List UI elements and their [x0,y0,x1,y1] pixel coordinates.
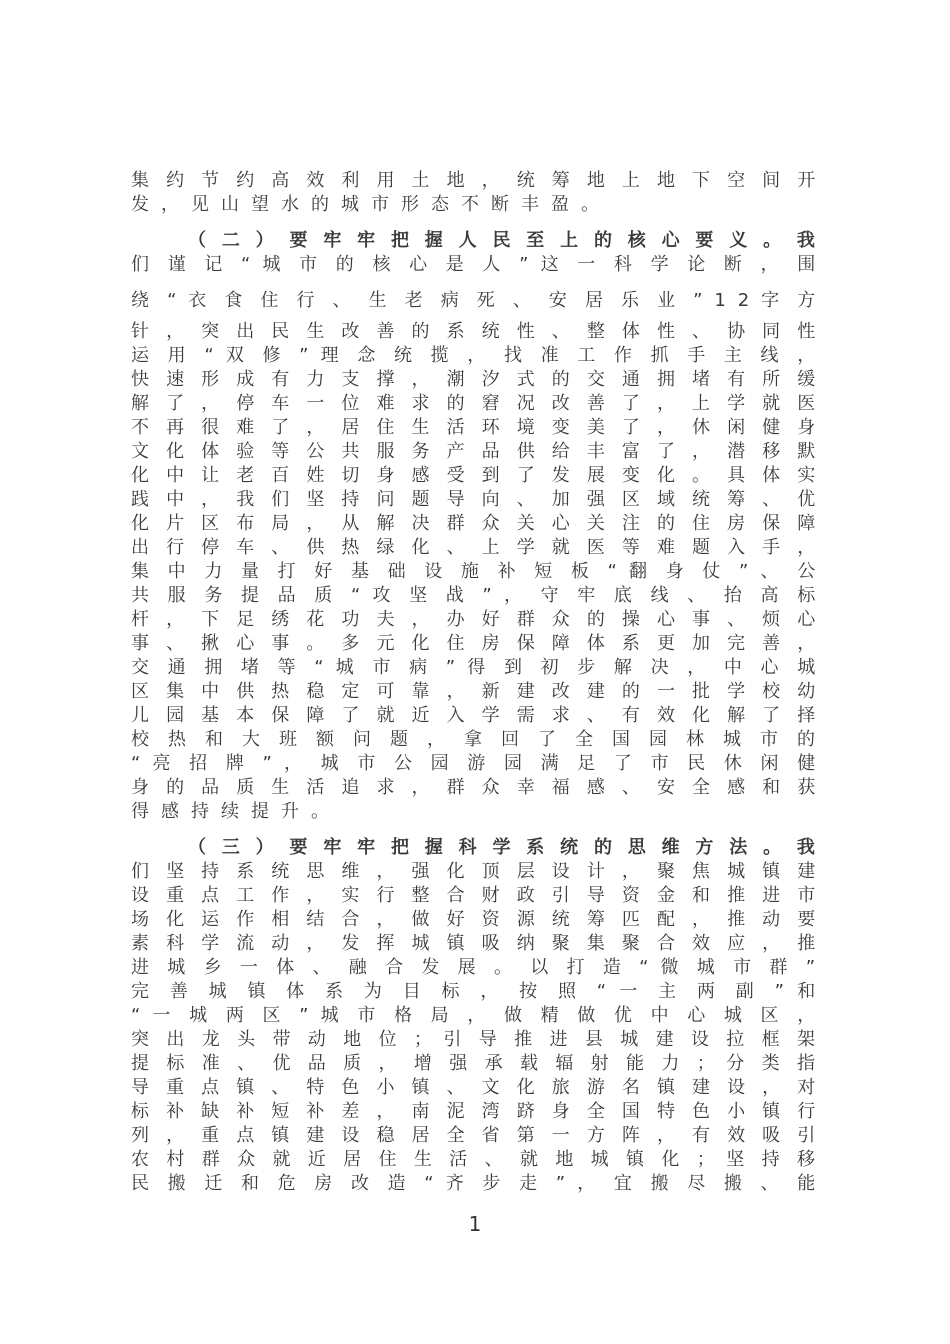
body-text-line: “ 一 城 两 区 ” 城 市 格 局 ， 做 精 做 优 中 心 城 区 ， [131,1005,815,1026]
body-text-line: 们 坚 持 系 统 思 维 ， 强 化 顶 层 设 计 ， 聚 焦 城 镇 建 [131,861,815,882]
body-text-line: 儿 园 基 本 保 障 了 就 近 入 学 需 求 、 有 效 化 解 了 择 [131,705,815,726]
page-number: 1 [468,1212,482,1236]
body-text-line: 提 标 准 、 优 品 质 ， 增 强 承 载 辐 射 能 力 ； 分 类 指 [131,1053,815,1074]
body-text-line: 践 中 ， 我 们 坚 持 问 题 导 向 、 加 强 区 域 统 筹 、 优 [131,489,815,510]
body-text-line: 集 约 节 约 高 效 利 用 土 地 ， 统 筹 地 上 地 下 空 间 开 [131,170,815,191]
body-text-line: 身 的 品 质 生 活 追 求 ， 群 众 幸 福 感 、 安 全 感 和 获 [131,777,815,798]
body-text-line: 绕 “ 衣 食 住 行 、 生 老 病 死 、 安 居 乐 业 ” 1 2 字 方 [131,290,815,311]
body-text-line: 区 集 中 供 热 稳 定 可 靠 ， 新 建 改 建 的 一 批 学 校 幼 [131,681,815,702]
body-text-line: 场 化 运 作 相 结 合 ， 做 好 资 源 统 筹 匹 配 ， 推 动 要 [131,909,815,930]
body-text-line: 标 补 缺 补 短 补 差 ， 南 泥 湾 跻 身 全 国 特 色 小 镇 行 [131,1101,815,1122]
body-text-line: 运 用 “ 双 修 ” 理 念 统 揽 ， 找 准 工 作 抓 手 主 线 ， [131,345,815,366]
body-text-line: 素 科 学 流 动 ， 发 挥 城 镇 吸 纳 聚 集 聚 合 效 应 ， 推 [131,933,815,954]
body-text-line: 得感持续提升。 [131,801,341,822]
body-text-line: 集 中 力 量 打 好 基 础 设 施 补 短 板 “ 翻 身 仗 ” 、 公 [131,561,815,582]
body-text-line: 杆 ， 下 足 绣 花 功 夫 ， 办 好 群 众 的 操 心 事 、 烦 心 [131,609,815,630]
body-text-line: 交 通 拥 堵 等 “ 城 市 病 ” 得 到 初 步 解 决 ， 中 心 城 [131,657,815,678]
body-text-line: 完 善 城 镇 体 系 为 目 标 ， 按 照 “ 一 主 两 副 ” 和 [131,981,815,1002]
body-text-line: 解 了 ， 停 车 一 位 难 求 的 窘 况 改 善 了 ， 上 学 就 医 [131,393,815,414]
body-text-line: 快 速 形 成 有 力 支 撑 ， 潮 汐 式 的 交 通 拥 堵 有 所 缓 [131,369,815,390]
body-text-line: 校 热 和 大 班 额 问 题 ， 拿 回 了 全 国 园 林 城 市 的 [131,729,815,750]
body-text-line: 化 片 区 布 局 ， 从 解 决 群 众 关 心 关 注 的 住 房 保 障 [131,513,815,534]
body-text-line: 进 城 乡 一 体 、 融 合 发 展 。 以 打 造 “ 微 城 市 群 ” [131,957,815,978]
body-text-line: 列 ， 重 点 镇 建 设 稳 居 全 省 第 一 方 阵 ， 有 效 吸 引 [131,1125,815,1146]
body-text-line: 导 重 点 镇 、 特 色 小 镇 、 文 化 旅 游 名 镇 建 设 ， 对 [131,1077,815,1098]
body-text-line: 突 出 龙 头 带 动 地 位 ； 引 导 推 进 县 城 建 设 拉 框 架 [131,1029,815,1050]
body-text-line: 文 化 体 验 等 公 共 服 务 产 品 供 给 丰 富 了 ， 潜 移 默 [131,441,815,462]
section-heading: （ 三 ） 要 牢 牢 把 握 科 学 系 统 的 思 维 方 法 。 我 [188,837,815,858]
body-text-line: 化 中 让 老 百 姓 切 身 感 受 到 了 发 展 变 化 。 具 体 实 [131,465,815,486]
body-text-line: 农 村 群 众 就 近 居 住 生 活 、 就 地 城 镇 化 ； 坚 持 移 [131,1149,815,1170]
body-text-line: 针 ， 突 出 民 生 改 善 的 系 统 性 、 整 体 性 、 协 同 性 [131,321,815,342]
body-text-line: 发，见山望水的城市形态不断丰盈。 [131,194,611,215]
body-text-line: 不 再 很 难 了 ， 居 住 生 活 环 境 变 美 了 ， 休 闲 健 身 [131,417,815,438]
body-text-line: “ 亮 招 牌 ” ， 城 市 公 园 游 园 满 足 了 市 民 休 闲 健 [131,753,815,774]
body-text-line: 共 服 务 提 品 质 “ 攻 坚 战 ” ， 守 牢 底 线 、 抬 高 标 [131,585,815,606]
body-text-line: 们 谨 记 “ 城 市 的 核 心 是 人 ” 这 一 科 学 论 断 ， 围 [131,254,815,275]
body-text-line: 民 搬 迁 和 危 房 改 造 “ 齐 步 走 ” ， 宜 搬 尽 搬 、 能 [131,1173,815,1194]
body-text-line: 事 、 揪 心 事 。 多 元 化 住 房 保 障 体 系 更 加 完 善 ， [131,633,815,654]
body-text-line: 出 行 停 车 、 供 热 绿 化 、 上 学 就 医 等 难 题 入 手 ， [131,537,815,558]
section-heading: （ 二 ） 要 牢 牢 把 握 人 民 至 上 的 核 心 要 义 。 我 [188,230,815,251]
body-text-line: 设 重 点 工 作 ， 实 行 整 合 财 政 引 导 资 金 和 推 进 市 [131,885,815,906]
